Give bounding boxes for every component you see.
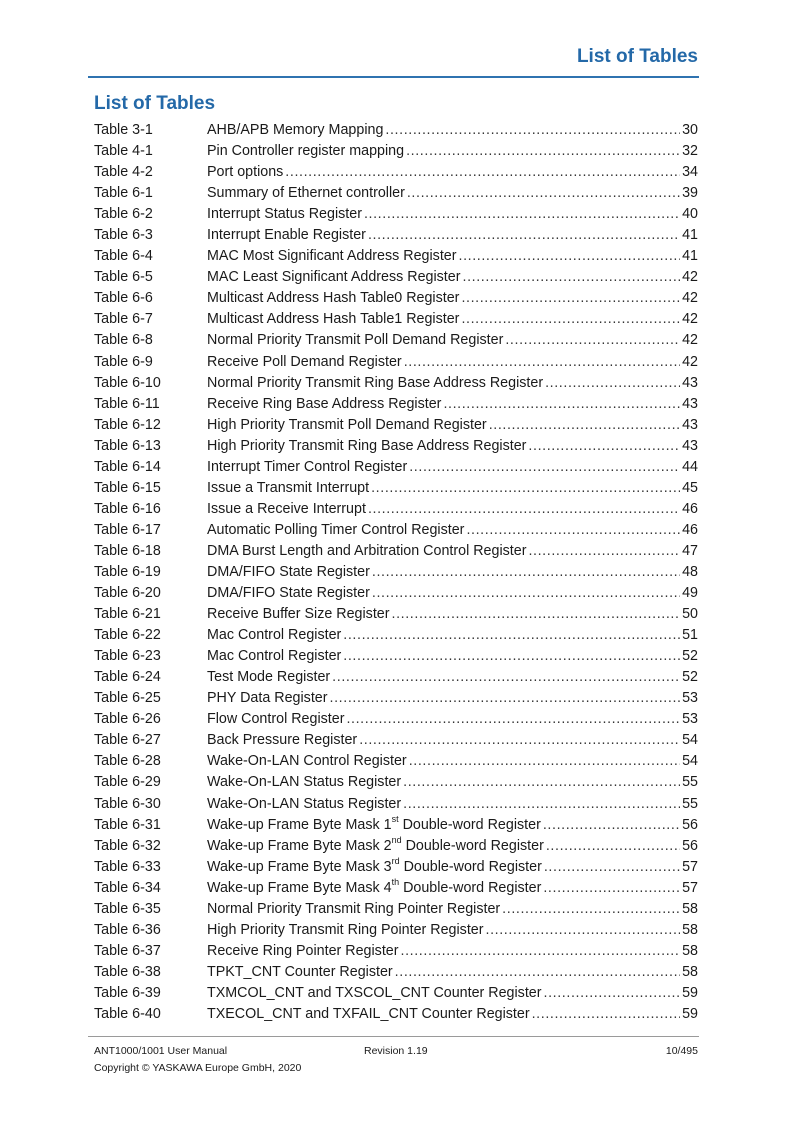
toc-entry-page: 43 (682, 395, 698, 412)
toc-entry-number: Table 6-19 (94, 563, 161, 580)
toc-entry-page: 57 (682, 879, 698, 896)
dot-leader (463, 267, 681, 288)
toc-entry-title: Multicast Address Hash Table1 Register (207, 311, 460, 328)
toc-entry-title (207, 878, 541, 899)
dot-leader (461, 309, 680, 330)
toc-entry-title: DMA Burst Length and Arbitration Control Register (207, 542, 527, 559)
toc-entry-title: Receive Poll Demand Register (207, 353, 402, 370)
toc-entry-title: Pin Controller register mapping (207, 143, 405, 160)
dot-leader (359, 730, 680, 751)
toc-entry-title: Normal Priority Transmit Ring Base Address Register (207, 374, 544, 391)
toc-entry[interactable] (94, 899, 698, 920)
toc-entry-page: 48 (682, 563, 698, 580)
footer-left (94, 1043, 301, 1077)
toc-entry-number: Table 6-29 (94, 774, 161, 791)
toc-entry[interactable] (94, 583, 698, 604)
toc-entry-title: Interrupt Timer Control Register (207, 458, 408, 475)
running-header-title: List of Tables (576, 46, 698, 67)
toc-entry[interactable] (94, 267, 698, 288)
ordinal-suffix: st (391, 813, 399, 824)
toc-entry[interactable] (94, 478, 698, 499)
toc-entry-title: TXECOL_CNT and TXFAIL_CNT Counter Register (207, 1005, 530, 1022)
toc-entry-number: Table 3-1 (94, 122, 153, 138)
toc-entry-page: 42 (682, 269, 698, 286)
toc-entry[interactable] (94, 794, 698, 815)
toc-entry-title-text: Wake-up Frame Byte Mask 2 (207, 837, 392, 854)
toc-entry-page: 55 (682, 795, 698, 812)
toc-entry-number: Table 6-28 (94, 753, 161, 770)
toc-entry-title: TPKT_CNT Counter Register (207, 963, 393, 980)
toc-entry-number: Table 4-1 (94, 143, 153, 160)
dot-leader (364, 204, 680, 225)
toc-entry[interactable] (94, 1004, 698, 1025)
toc-entry-page: 57 (682, 858, 698, 875)
dot-leader (409, 751, 680, 772)
dot-leader (532, 1004, 680, 1025)
toc-entry-page: 53 (682, 711, 698, 728)
toc-entry-page: 58 (682, 963, 698, 980)
toc-entry-page: 41 (682, 248, 698, 265)
toc-entry-number: Table 6-23 (94, 648, 161, 665)
toc-entry-title: Interrupt Status Register (207, 206, 362, 223)
toc-entry-title: Port options (207, 164, 284, 181)
toc-entry[interactable] (94, 562, 698, 583)
toc-entry-title-text: Double-word Register (399, 858, 542, 875)
dot-leader (466, 520, 680, 541)
toc-entry-page: 42 (682, 311, 698, 328)
toc-entry-title: High Priority Transmit Ring Base Address Register (207, 437, 527, 454)
toc-entry[interactable] (94, 815, 698, 836)
dot-leader (385, 120, 680, 141)
toc-entry-title: Interrupt Enable Register (207, 227, 366, 244)
toc-entry-number: Table 6-5 (94, 269, 153, 286)
toc-entry[interactable] (94, 772, 698, 793)
toc-entry-number: Table 6-6 (94, 290, 153, 307)
toc-entry-number: Table 6-31 (94, 816, 161, 833)
toc-entry-number: Table 6-40 (94, 1005, 161, 1022)
toc-entry-title: MAC Most Significant Address Register (207, 248, 457, 265)
toc-entry[interactable] (94, 709, 698, 730)
dot-leader (409, 457, 680, 478)
toc-entry-page: 50 (682, 606, 698, 623)
dot-leader (505, 330, 680, 351)
toc-entry-title: Flow Control Register (207, 711, 345, 728)
toc-entry-page: 43 (682, 374, 698, 391)
dot-leader (544, 983, 681, 1004)
dot-leader (406, 141, 680, 162)
toc-entry-title (207, 857, 542, 878)
toc-entry-title (207, 836, 544, 857)
toc-entry-page: 30 (682, 122, 698, 138)
toc-entry-title: Receive Ring Pointer Register (207, 942, 399, 959)
dot-leader (528, 436, 680, 457)
toc-entry[interactable] (94, 878, 698, 899)
ordinal-suffix: th (391, 876, 400, 887)
toc-entry[interactable] (94, 394, 698, 415)
toc-entry-number: Table 6-25 (94, 690, 161, 707)
toc-entry[interactable] (94, 962, 698, 983)
toc-entry[interactable] (94, 836, 698, 857)
dot-leader (343, 646, 680, 667)
toc-entry-page: 45 (682, 479, 698, 496)
toc-entry-title-text: Wake-up Frame Byte Mask 1 (207, 816, 392, 833)
toc-entry[interactable] (94, 120, 698, 141)
toc-entry-number: Table 6-13 (94, 437, 161, 454)
toc-entry[interactable] (94, 352, 698, 373)
toc-entry[interactable] (94, 520, 698, 541)
toc-entry-number: Table 6-10 (94, 374, 161, 391)
dot-leader (346, 709, 680, 730)
toc-entry-page: 51 (682, 627, 698, 644)
toc-entry-title: Issue a Transmit Interrupt (207, 479, 370, 496)
toc-entry-number: Table 6-34 (94, 879, 161, 896)
toc-entry-title: Normal Priority Transmit Ring Pointer Register (207, 900, 501, 917)
toc-entry-page: 56 (682, 837, 698, 854)
toc-entry[interactable] (94, 983, 698, 1004)
dot-leader (543, 878, 680, 899)
footer-revision: Revision 1.19 (364, 1045, 428, 1057)
dot-leader (395, 962, 680, 983)
toc-entry-number: Table 6-35 (94, 900, 161, 917)
toc-entry[interactable] (94, 204, 698, 225)
toc-entry-page: 52 (682, 648, 698, 665)
footer-copyright: Copyright © YASKAWA Europe GmbH, 2020 (94, 1062, 302, 1074)
toc-entry-page: 43 (682, 416, 698, 433)
toc-entry[interactable] (94, 941, 698, 962)
toc-entry-title: Receive Ring Base Address Register (207, 395, 442, 412)
toc-entry[interactable] (94, 499, 698, 520)
toc-entry-page: 42 (682, 353, 698, 370)
toc-entry-title: Wake-On-LAN Control Register (207, 753, 407, 770)
toc-entry-number: Table 6-32 (94, 837, 161, 854)
toc-entry-title-text: Double-word Register (399, 879, 542, 896)
toc-entry-title: MAC Least Significant Address Register (207, 269, 461, 286)
toc-entry-title: Mac Control Register (207, 627, 342, 644)
toc-entry-number: Table 6-26 (94, 711, 161, 728)
toc-entry-page: 53 (682, 690, 698, 707)
ordinal-suffix: nd (391, 834, 402, 845)
dot-leader (332, 667, 680, 688)
toc-entry-title: DMA/FIFO State Register (207, 563, 370, 580)
toc-entry-number: Table 6-11 (94, 395, 160, 412)
toc-entry-number: Table 6-15 (94, 479, 161, 496)
toc-entry-number: Table 6-33 (94, 858, 161, 875)
toc-entry-number: Table 6-20 (94, 585, 161, 602)
toc-entry-number: Table 6-9 (94, 353, 153, 370)
toc-entry-page: 43 (682, 437, 698, 454)
toc-entry-title: Multicast Address Hash Table0 Register (207, 290, 460, 307)
ordinal-suffix: rd (391, 855, 400, 866)
dot-leader (489, 415, 680, 436)
toc-entry-number: Table 6-21 (94, 606, 161, 623)
toc-entry-title-text: Wake-up Frame Byte Mask 4 (207, 879, 392, 896)
dot-leader (459, 246, 681, 267)
dot-leader (407, 183, 680, 204)
toc-entry-page: 40 (682, 206, 698, 223)
toc-entry-page: 42 (682, 290, 698, 307)
toc-entry[interactable] (94, 646, 698, 667)
toc-entry-page: 34 (682, 164, 698, 181)
toc-entry-number: Table 6-7 (94, 311, 153, 328)
toc-entry-number: Table 6-14 (94, 458, 161, 475)
toc-entry-page: 44 (682, 458, 698, 475)
dot-leader (401, 941, 681, 962)
dot-leader (285, 162, 680, 183)
toc-entry-title: Summary of Ethernet controller (207, 185, 405, 202)
toc-entry[interactable] (94, 415, 698, 436)
toc-entry-title: Test Mode Register (207, 669, 331, 686)
toc-entry-page: 32 (682, 143, 698, 160)
toc-entry-number: Table 6-1 (94, 185, 153, 202)
toc-entry-page: 55 (682, 774, 698, 791)
toc-entry-page: 46 (682, 521, 698, 538)
toc-entry[interactable] (94, 688, 698, 709)
toc-entry-title: Automatic Polling Timer Control Register (207, 521, 465, 538)
dot-leader (404, 352, 680, 373)
toc-entry-page: 58 (682, 942, 698, 959)
toc-entry-number: Table 6-18 (94, 542, 161, 559)
toc-entry-page: 59 (682, 984, 698, 1001)
toc-entry-number: Table 6-16 (94, 500, 161, 517)
dot-leader (392, 604, 681, 625)
section-title: List of Tables (94, 93, 216, 114)
toc-entry-page: 59 (682, 1005, 698, 1022)
toc-entry-title: AHB/APB Memory Mapping (207, 122, 384, 138)
dot-leader (368, 225, 680, 246)
toc-entry-title: Receive Buffer Size Register (207, 606, 390, 623)
toc-entry[interactable] (94, 373, 698, 394)
toc-entry-page: 42 (682, 332, 698, 349)
toc-entry[interactable] (94, 162, 698, 183)
toc-entry-number: Table 6-24 (94, 669, 161, 686)
toc-entry-page: 54 (682, 753, 698, 770)
header-divider (88, 76, 699, 78)
toc-entry-title: Normal Priority Transmit Poll Demand Register (207, 332, 504, 349)
toc-entry-title: Mac Control Register (207, 648, 342, 665)
toc-entry[interactable] (94, 436, 698, 457)
toc-entry-number: Table 6-2 (94, 206, 153, 223)
toc-entry-page: 54 (682, 732, 698, 749)
toc-entry-number: Table 6-37 (94, 942, 161, 959)
toc-entry[interactable] (94, 141, 698, 162)
toc-entry-title-text: Double-word Register (401, 837, 544, 854)
toc-entry[interactable] (94, 857, 698, 878)
dot-leader (330, 688, 681, 709)
toc-entry[interactable] (94, 920, 698, 941)
toc-entry-title (207, 815, 541, 836)
toc-entry-number: Table 6-4 (94, 248, 153, 265)
toc-entry-number: Table 6-27 (94, 732, 161, 749)
toc-entry[interactable] (94, 751, 698, 772)
toc-entry-title: High Priority Transmit Poll Demand Register (207, 416, 487, 433)
toc-entry[interactable] (94, 625, 698, 646)
toc-entry-page: 56 (682, 816, 698, 833)
dot-leader (372, 562, 680, 583)
toc-entry-page: 39 (682, 185, 698, 202)
toc-entry-number: Table 6-17 (94, 521, 161, 538)
toc-entry-title: DMA/FIFO State Register (207, 585, 370, 602)
dot-leader (544, 857, 680, 878)
dot-leader (403, 772, 680, 793)
toc-entry[interactable] (94, 225, 698, 246)
toc-entry-title: Wake-On-LAN Status Register (207, 795, 402, 812)
toc-entry[interactable] (94, 246, 698, 267)
toc-entry[interactable] (94, 730, 698, 751)
dot-leader (461, 288, 680, 309)
footer-manual-name: ANT1000/1001 User Manual (94, 1045, 228, 1057)
toc-entry[interactable] (94, 541, 698, 562)
toc-entry-page: 52 (682, 669, 698, 686)
dot-leader (546, 836, 680, 857)
table-list (94, 120, 698, 1025)
toc-entry-page: 46 (682, 500, 698, 517)
toc-entry-page: 58 (682, 900, 698, 917)
dot-leader (528, 541, 680, 562)
dot-leader (443, 394, 680, 415)
toc-entry-title: PHY Data Register (207, 690, 328, 707)
toc-entry-number: Table 6-36 (94, 921, 161, 938)
toc-entry-title: Back Pressure Register (207, 732, 358, 749)
footer-divider (88, 1036, 699, 1037)
dot-leader (372, 583, 680, 604)
toc-entry-number: Table 6-12 (94, 416, 161, 433)
toc-entry-title: TXMCOL_CNT and TXSCOL_CNT Counter Register (207, 984, 542, 1001)
toc-entry-title: Wake-On-LAN Status Register (207, 774, 402, 791)
toc-entry-number: Table 6-8 (94, 332, 153, 349)
toc-entry-number: Table 4-2 (94, 164, 153, 181)
footer-page-counter: 10/495 (665, 1045, 698, 1057)
dot-leader (545, 373, 680, 394)
dot-leader (403, 794, 680, 815)
toc-entry-number: Table 6-38 (94, 963, 161, 980)
toc-entry-number: Table 6-22 (94, 627, 161, 644)
toc-entry-page: 41 (682, 227, 698, 244)
toc-entry-number: Table 6-30 (94, 795, 161, 812)
toc-entry-title-text: Double-word Register (398, 816, 541, 833)
toc-entry[interactable] (94, 288, 698, 309)
toc-entry-title-text: Wake-up Frame Byte Mask 3 (207, 858, 392, 875)
toc-entry-page: 47 (682, 542, 698, 559)
toc-entry-title: Issue a Receive Interrupt (207, 500, 366, 517)
toc-entry-number: Table 6-3 (94, 227, 153, 244)
toc-entry[interactable] (94, 183, 698, 204)
toc-entry[interactable] (94, 457, 698, 478)
dot-leader (502, 899, 680, 920)
dot-leader (486, 920, 681, 941)
toc-entry-page: 58 (682, 921, 698, 938)
dot-leader (343, 625, 680, 646)
toc-entry-number: Table 6-39 (94, 984, 161, 1001)
toc-entry[interactable] (94, 330, 698, 351)
toc-entry[interactable] (94, 309, 698, 330)
toc-entry-page: 49 (682, 585, 698, 602)
toc-entry[interactable] (94, 667, 698, 688)
dot-leader (371, 478, 680, 499)
toc-entry[interactable] (94, 604, 698, 625)
dot-leader (543, 815, 680, 836)
dot-leader (368, 499, 680, 520)
toc-entry-title: High Priority Transmit Ring Pointer Register (207, 921, 484, 938)
